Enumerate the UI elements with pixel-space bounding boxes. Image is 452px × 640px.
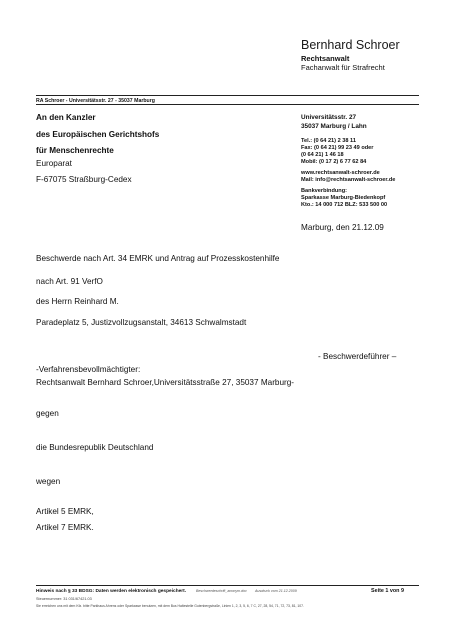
sidebar-city: 35037 Marburg / Lahn: [301, 123, 367, 130]
sidebar-bank-name: Sparkasse Marburg-Biedenkopf: [301, 195, 386, 201]
sidebar-mobil: Mobil: (0 17 2) 6 77 62 84: [301, 159, 367, 165]
recipient-line-1: An den Kanzler: [36, 113, 96, 122]
recipient-line-4: Europarat: [36, 159, 72, 168]
sidebar-tel: Tel.: (0 64 21) 2 38 11: [301, 138, 356, 144]
body-representative-label: -Verfahrensbevollmächtigter:: [36, 365, 141, 374]
letterhead-subtitle: Fachanwalt für Strafrecht: [301, 63, 385, 72]
footer-document-name: Beschwerdeschrift_anonym.doc: [196, 589, 247, 593]
body-role-label: - Beschwerdeführer –: [318, 352, 397, 361]
footer-tax-number: Steuernummer: 31 031/67421.03: [36, 597, 92, 601]
body-regarding: wegen: [36, 477, 61, 486]
footer-print-date: Ausdruck vom 21.12.2009: [255, 589, 297, 593]
recipient-line-2: des Europäischen Gerichtshofs: [36, 130, 160, 139]
body-complainant-address: Paradeplatz 5, Justizvollzugsanstalt, 34613 Schwalmstadt: [36, 318, 247, 327]
sender-line: RA Schroer - Universitätsstr. 27 - 35037 Marburg: [36, 98, 155, 104]
sender-rule-bottom: [36, 104, 419, 105]
letterhead-title: Rechtsanwalt: [301, 54, 350, 63]
sender-rule-top: [36, 95, 419, 96]
sidebar-street: Universitätsstr. 27: [301, 114, 357, 121]
body-article-1: Artikel 5 EMRK,: [36, 507, 94, 516]
footer-rule: [36, 585, 419, 586]
recipient-line-5: F-67075 Straßburg-Cedex: [36, 175, 132, 184]
body-against: gegen: [36, 409, 59, 418]
footer-notice: Hinweis nach § 33 BDSG: Daten werden elektronisch gespeichert.: [36, 589, 187, 594]
sidebar-bank-label: Bankverbindung:: [301, 188, 347, 194]
body-subject-line-2: nach Art. 91 VerfO: [36, 277, 103, 286]
body-complainant-name: des Herrn Reinhard M.: [36, 297, 119, 306]
body-respondent: die Bundesrepublik Deutschland: [36, 443, 154, 452]
body-representative: Rechtsanwalt Bernhard Schroer,Universitätsstraße 27, 35037 Marburg-: [36, 378, 295, 387]
sidebar-account: Kto.: 14 000 712 BLZ: 533 500 00: [301, 202, 388, 208]
letterhead-name: Bernhard Schroer: [301, 38, 400, 52]
sidebar-fax: Fax: (0 64 21) 99 23 49 oder: [301, 145, 374, 151]
sidebar-web[interactable]: www.rechtsanwalt-schroer.de: [301, 170, 380, 176]
sidebar-fax-2: (0 64 21) 1 46 18: [301, 152, 344, 158]
body-article-2: Artikel 7 EMRK.: [36, 523, 94, 532]
letter-date: Marburg, den 21.12.09: [301, 223, 384, 232]
footer-directions: Sie erreichen uns mit dem Kfz. bitte Parkhaus Ahrens oder Sparkasse benutzen, mit dem Bus Haltestelle Gutenbergstraße, Linien 1, 2, 3, 5, 6, 7 C, 27, 28, 54, 71, 72, 73, 81, 107.: [36, 604, 305, 608]
sidebar-mail[interactable]: Mail: info@rechtsanwalt-schroer.de: [301, 177, 396, 183]
recipient-line-3: für Menschenrechte: [36, 146, 114, 155]
body-subject-line-1: Beschwerde nach Art. 34 EMRK und Antrag auf Prozesskostenhilfe: [36, 254, 280, 263]
footer-page-number: Seite 1 von 9: [371, 588, 404, 594]
